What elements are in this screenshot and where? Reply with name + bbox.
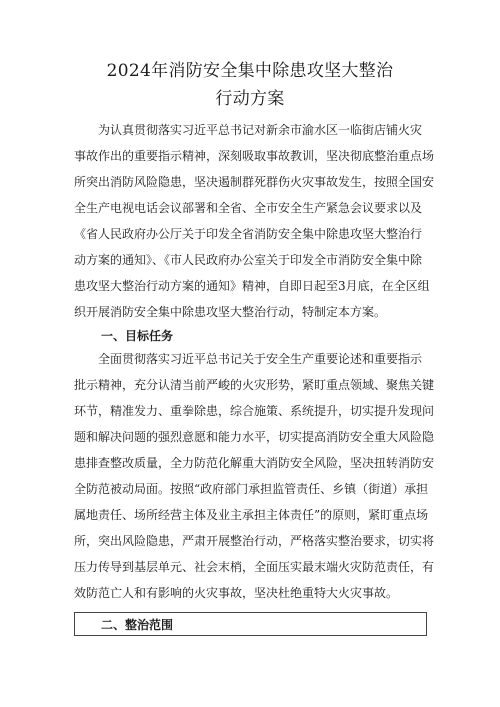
intro-paragraph <box>74 117 434 325</box>
paragraph-line: 全生产电视电话会议部署和全省、全市安全生产紧急会议要求以及 <box>74 201 423 215</box>
paragraph-line: 题和解决问题的强烈意愿和能力水平，切实提高消防安全重大风险隐 <box>74 430 434 444</box>
paragraph-line: 患排查整改质量，全力防范化解重大消防安全风险，坚决扭转消防安 <box>74 456 434 470</box>
document-title-line2: 行动方案 <box>215 89 285 109</box>
paragraph-line: 事故作出的重要指示精神，深刻吸取事故教训，坚决彻底整治重点场 <box>74 149 434 163</box>
paragraph-line: 所突出消防风险隐患，坚决遏制群死群伤火灾事故发生，按照全国安 <box>74 175 434 189</box>
paragraph-line: 压力传导到基层单元、社会末梢，全面压实最末端火灾防范责任，有 <box>74 560 434 574</box>
paragraph-line: 为认真贯彻落实习近平总书记对新余市渝水区一临街店铺火灾 <box>74 123 423 137</box>
paragraph-line: 所，突出风险隐患，严肃开展整治行动，严格落实整治要求，切实将 <box>74 534 434 548</box>
paragraph-line: 《省人民政府办公厅关于印发全省消防安全集中除患攻坚大整治行 <box>74 227 423 241</box>
paragraph-line: 全防范被动局面。按照“政府部门承担监管责任、乡镇（街道）承担 <box>74 482 429 496</box>
goals-paragraph <box>74 346 434 606</box>
paragraph-line: 批示精神，充分认清当前严峻的火灾形势，紧盯重点领域、聚焦关键 <box>74 378 434 392</box>
section-heading-scope: 二、整治范围 <box>101 618 174 632</box>
paragraph-line: 患攻坚大整治行动方案的通知》精神，自即日起至3月底，在全区组 <box>74 279 430 293</box>
paragraph-line: 织开展消防安全集中除患攻坚大整治行动，特制定本方案。 <box>74 305 387 319</box>
paragraph-line: 全面贯彻落实习近平总书记关于安全生产重要论述和重要指示 <box>74 352 423 366</box>
section-heading-scope-box <box>74 612 427 636</box>
paragraph-line: 效防范亡人和有影响的火灾事故，坚决杜绝重特大火灾事故。 <box>74 586 399 600</box>
paragraph-line: 环节，精准发力、重拳除患，综合施策、系统提升，切实提升发现问 <box>74 404 434 418</box>
document-title-line1: 2024年消防安全集中除患攻坚大整治 <box>106 61 394 81</box>
paragraph-line: 属地责任、场所经营主体及业主承担主体责任”的原则，紧盯重点场 <box>74 508 429 522</box>
section-heading-goals: 一、目标任务 <box>101 329 174 343</box>
paragraph-line: 动方案的通知》、《市人民政府办公室关于印发全市消防安全集中除 <box>74 253 423 267</box>
